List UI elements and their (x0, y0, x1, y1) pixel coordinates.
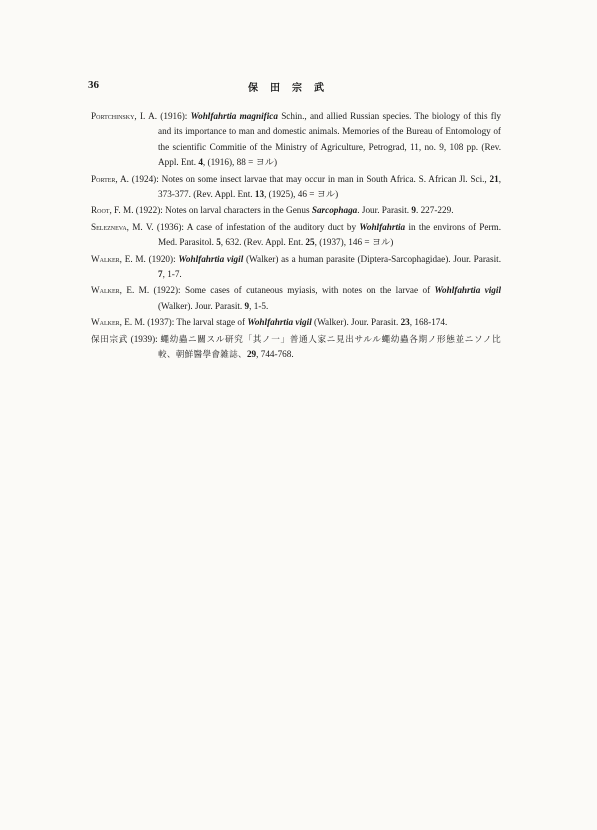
reference-author: Porter, A. (91, 173, 129, 184)
reference-text: . 227-229. (415, 205, 454, 216)
reference-year: (1922): (149, 285, 185, 296)
page-number: 36 (88, 79, 99, 91)
reference-entry (91, 109, 501, 171)
reference-volume: 4 (198, 157, 203, 168)
reference-author: Walker, E. M. (91, 317, 145, 328)
reference-text: , 373-377. (Rev. Appl. Ent. (158, 173, 501, 200)
reference-text: (Walker). Jour. Parasit. (311, 317, 401, 328)
reference-genus: Wohlfahrtia (359, 221, 406, 232)
reference-species: Wohlfahrtia vigil (247, 317, 312, 328)
reference-text: , 632. (Rev. Appl. Ent. (220, 237, 306, 248)
reference-text: , 1-7. (162, 269, 182, 280)
running-title: 保田宗武 (248, 83, 336, 94)
reference-entry (91, 252, 501, 283)
reference-text: A case of infestation of the auditory duct by (186, 221, 360, 232)
reference-genus: Sarcophaga (311, 205, 358, 216)
reference-text: (Walker). Jour. Parasit. (158, 300, 245, 311)
reference-volume: 7 (158, 269, 163, 280)
reference-text: , 168-174. (409, 317, 448, 328)
reference-text: in the environs of Perm. Med. Parasitol. (158, 221, 502, 248)
page-header (88, 79, 508, 95)
reference-text: Notes on some insect larvae that may occur in man in South Africa. S. African Jl. Sci., (161, 173, 490, 184)
reference-volume: 9 (244, 300, 250, 311)
reference-volume: 5 (216, 237, 221, 248)
reference-year: (1936): (153, 221, 187, 232)
reference-volume: 29 (246, 349, 257, 360)
reference-entry (91, 220, 501, 251)
reference-volume: 13 (254, 189, 265, 200)
reference-author: Walker, E. M. (91, 285, 150, 296)
reference-year: (1939): (127, 333, 161, 344)
reference-author: 保田宗武 (91, 333, 128, 344)
reference-year: (1937): (144, 317, 177, 328)
reference-author: Portchinsky, I. A. (91, 111, 158, 121)
reference-author: Root, F. M. (91, 205, 134, 216)
reference-text: . Jour. Parasit. (357, 205, 412, 216)
reference-year: (1920): (145, 253, 179, 264)
reference-text: Schin., and allied Russian species. The biology of this fly and its importance to man and domestic animals. Memories of the Bureau of Entomology of the scientific Commitie of the Ministry of Agriculture, Petrograd, 11, no. 9, 108 pp. (Rev. Appl. Ent. (158, 111, 502, 168)
reference-entry (91, 332, 501, 363)
reference-text: (Walker) as a human parasite (Diptera-Sarcophagidae). Jour. Parasit. (243, 253, 501, 264)
reference-year: (1916): (157, 111, 191, 121)
reference-entry (91, 203, 501, 218)
reference-entry (91, 283, 501, 314)
reference-species: Wohlfahrtia vigil (434, 285, 502, 296)
reference-volume: 25 (305, 237, 315, 248)
reference-species: Wohlfahrtia magnifica (190, 111, 278, 121)
reference-volume: 23 (400, 317, 410, 328)
reference-text: The larval stage of (176, 317, 248, 328)
reference-author: Walker, E. M. (91, 253, 146, 264)
reference-text: , 1-5. (249, 300, 269, 311)
reference-text: Notes on larval characters in the Genus (165, 205, 312, 216)
reference-year: (1924): (128, 173, 162, 184)
reference-text: Some cases of cutaneous myiasis, with notes on the larvae of (184, 285, 435, 296)
reference-text: , (1925), 46 = ヨル) (264, 189, 339, 200)
reference-author: Selezneva, M. V. (91, 221, 154, 232)
reference-entry (91, 315, 501, 330)
reference-volume: 9 (411, 205, 416, 216)
reference-list (91, 109, 501, 364)
reference-text: , (1937), 146 = ヨル) (314, 237, 394, 248)
reference-text: 蠅幼蟲ニ關スル研究「其ノ一」普通人家ニ見出サルル蠅幼蟲各期ノ形態並ニソノ比較、朝鮮醫學會雑誌、 (158, 333, 501, 360)
reference-entry (91, 172, 501, 203)
reference-species: Wohlfahrtia vigil (178, 253, 244, 264)
reference-volume: 21 (489, 173, 499, 184)
reference-text: , (1916), 88 = ヨル) (202, 157, 278, 168)
reference-text: , 744-768. (256, 349, 294, 360)
reference-year: (1922): (133, 205, 166, 216)
